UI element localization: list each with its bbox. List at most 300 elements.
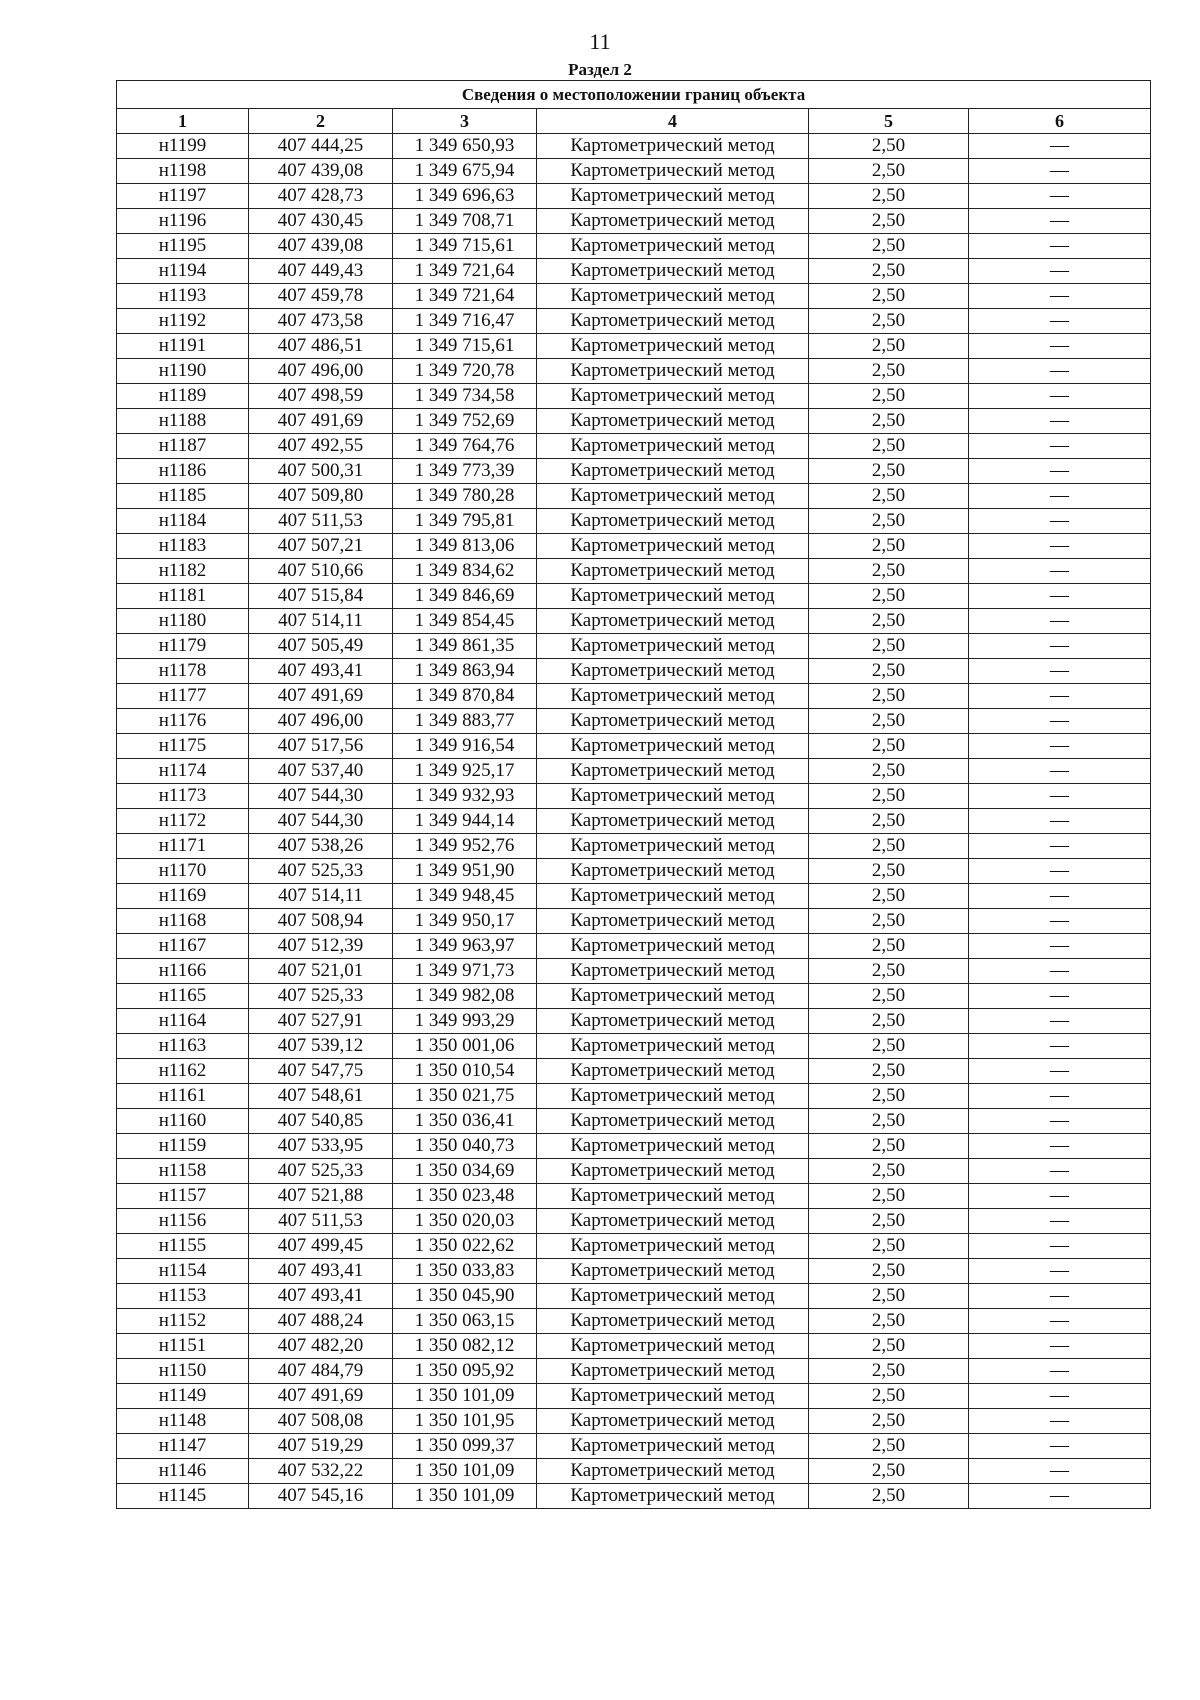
note-cell: — xyxy=(969,284,1151,309)
point-id-cell: н1177 xyxy=(117,684,249,709)
y-coordinate-cell: 1 349 870,84 xyxy=(393,684,537,709)
x-coordinate-cell: 407 514,11 xyxy=(249,884,393,909)
method-cell: Картометрический метод xyxy=(537,1109,809,1134)
note-cell: — xyxy=(969,684,1151,709)
accuracy-cell: 2,50 xyxy=(809,1259,969,1284)
point-id-cell: н1146 xyxy=(117,1459,249,1484)
table-row xyxy=(117,134,1151,159)
note-cell: — xyxy=(969,1484,1151,1509)
note-cell: — xyxy=(969,609,1151,634)
note-cell: — xyxy=(969,859,1151,884)
x-coordinate-cell: 407 544,30 xyxy=(249,809,393,834)
x-coordinate-cell: 407 491,69 xyxy=(249,409,393,434)
method-cell: Картометрический метод xyxy=(537,1184,809,1209)
table-row xyxy=(117,934,1151,959)
method-cell: Картометрический метод xyxy=(537,659,809,684)
accuracy-cell: 2,50 xyxy=(809,684,969,709)
accuracy-cell: 2,50 xyxy=(809,309,969,334)
y-coordinate-cell: 1 349 650,93 xyxy=(393,134,537,159)
method-cell: Картометрический метод xyxy=(537,534,809,559)
table-row xyxy=(117,334,1151,359)
point-id-cell: н1159 xyxy=(117,1134,249,1159)
x-coordinate-cell: 407 439,08 xyxy=(249,234,393,259)
point-id-cell: н1150 xyxy=(117,1359,249,1384)
method-cell: Картометрический метод xyxy=(537,384,809,409)
point-id-cell: н1158 xyxy=(117,1159,249,1184)
x-coordinate-cell: 407 517,56 xyxy=(249,734,393,759)
note-cell: — xyxy=(969,659,1151,684)
x-coordinate-cell: 407 505,49 xyxy=(249,634,393,659)
y-coordinate-cell: 1 349 708,71 xyxy=(393,209,537,234)
note-cell: — xyxy=(969,834,1151,859)
note-cell: — xyxy=(969,734,1151,759)
method-cell: Картометрический метод xyxy=(537,1359,809,1384)
table-row xyxy=(117,259,1151,284)
table-row xyxy=(117,284,1151,309)
accuracy-cell: 2,50 xyxy=(809,259,969,284)
y-coordinate-cell: 1 349 944,14 xyxy=(393,809,537,834)
note-cell: — xyxy=(969,959,1151,984)
method-cell: Картометрический метод xyxy=(537,709,809,734)
y-coordinate-cell: 1 349 721,64 xyxy=(393,259,537,284)
note-cell: — xyxy=(969,209,1151,234)
x-coordinate-cell: 407 548,61 xyxy=(249,1084,393,1109)
column-number: 6 xyxy=(969,109,1151,134)
accuracy-cell: 2,50 xyxy=(809,809,969,834)
accuracy-cell: 2,50 xyxy=(809,1284,969,1309)
table-row xyxy=(117,834,1151,859)
point-id-cell: н1199 xyxy=(117,134,249,159)
x-coordinate-cell: 407 539,12 xyxy=(249,1034,393,1059)
point-id-cell: н1168 xyxy=(117,909,249,934)
x-coordinate-cell: 407 519,29 xyxy=(249,1434,393,1459)
y-coordinate-cell: 1 350 095,92 xyxy=(393,1359,537,1384)
method-cell: Картометрический метод xyxy=(537,409,809,434)
accuracy-cell: 2,50 xyxy=(809,334,969,359)
accuracy-cell: 2,50 xyxy=(809,584,969,609)
note-cell: — xyxy=(969,559,1151,584)
y-coordinate-cell: 1 349 764,76 xyxy=(393,434,537,459)
table-row xyxy=(117,1234,1151,1259)
accuracy-cell: 2,50 xyxy=(809,1059,969,1084)
method-cell: Картометрический метод xyxy=(537,184,809,209)
note-cell: — xyxy=(969,884,1151,909)
point-id-cell: н1160 xyxy=(117,1109,249,1134)
accuracy-cell: 2,50 xyxy=(809,759,969,784)
section-title: Раздел 2 xyxy=(568,60,632,79)
y-coordinate-cell: 1 350 022,62 xyxy=(393,1234,537,1259)
point-id-cell: н1189 xyxy=(117,384,249,409)
x-coordinate-cell: 407 428,73 xyxy=(249,184,393,209)
point-id-cell: н1154 xyxy=(117,1259,249,1284)
note-cell: — xyxy=(969,1109,1151,1134)
x-coordinate-cell: 407 491,69 xyxy=(249,1384,393,1409)
table-row xyxy=(117,784,1151,809)
point-id-cell: н1175 xyxy=(117,734,249,759)
table-row xyxy=(117,709,1151,734)
note-cell: — xyxy=(969,1134,1151,1159)
y-coordinate-cell: 1 349 696,63 xyxy=(393,184,537,209)
y-coordinate-cell: 1 349 795,81 xyxy=(393,509,537,534)
y-coordinate-cell: 1 350 063,15 xyxy=(393,1309,537,1334)
note-cell: — xyxy=(969,1434,1151,1459)
note-cell: — xyxy=(969,909,1151,934)
table-row xyxy=(117,809,1151,834)
y-coordinate-cell: 1 349 952,76 xyxy=(393,834,537,859)
method-cell: Картометрический метод xyxy=(537,609,809,634)
x-coordinate-cell: 407 527,91 xyxy=(249,1009,393,1034)
table-row xyxy=(117,1084,1151,1109)
page-number: 11 xyxy=(589,29,611,54)
accuracy-cell: 2,50 xyxy=(809,659,969,684)
x-coordinate-cell: 407 545,16 xyxy=(249,1484,393,1509)
table-row xyxy=(117,1009,1151,1034)
point-id-cell: н1174 xyxy=(117,759,249,784)
note-cell: — xyxy=(969,334,1151,359)
y-coordinate-cell: 1 349 846,69 xyxy=(393,584,537,609)
method-cell: Картометрический метод xyxy=(537,1059,809,1084)
point-id-cell: н1169 xyxy=(117,884,249,909)
note-cell: — xyxy=(969,234,1151,259)
table-caption: Сведения о местоположении границ объекта xyxy=(117,81,1151,109)
note-cell: — xyxy=(969,1084,1151,1109)
method-cell: Картометрический метод xyxy=(537,334,809,359)
point-id-cell: н1161 xyxy=(117,1084,249,1109)
accuracy-cell: 2,50 xyxy=(809,709,969,734)
y-coordinate-cell: 1 349 752,69 xyxy=(393,409,537,434)
note-cell: — xyxy=(969,1159,1151,1184)
note-cell: — xyxy=(969,634,1151,659)
note-cell: — xyxy=(969,359,1151,384)
accuracy-cell: 2,50 xyxy=(809,1084,969,1109)
x-coordinate-cell: 407 500,31 xyxy=(249,459,393,484)
y-coordinate-cell: 1 349 993,29 xyxy=(393,1009,537,1034)
y-coordinate-cell: 1 349 854,45 xyxy=(393,609,537,634)
x-coordinate-cell: 407 493,41 xyxy=(249,659,393,684)
x-coordinate-cell: 407 486,51 xyxy=(249,334,393,359)
note-cell: — xyxy=(969,1284,1151,1309)
note-cell: — xyxy=(969,1009,1151,1034)
accuracy-cell: 2,50 xyxy=(809,1184,969,1209)
x-coordinate-cell: 407 493,41 xyxy=(249,1259,393,1284)
y-coordinate-cell: 1 349 861,35 xyxy=(393,634,537,659)
table-body xyxy=(117,134,1151,1509)
note-cell: — xyxy=(969,409,1151,434)
table-row xyxy=(117,1284,1151,1309)
accuracy-cell: 2,50 xyxy=(809,1109,969,1134)
x-coordinate-cell: 407 508,94 xyxy=(249,909,393,934)
table-row xyxy=(117,759,1151,784)
point-id-cell: н1147 xyxy=(117,1434,249,1459)
y-coordinate-cell: 1 349 780,28 xyxy=(393,484,537,509)
x-coordinate-cell: 407 492,55 xyxy=(249,434,393,459)
method-cell: Картометрический метод xyxy=(537,1134,809,1159)
point-id-cell: н1183 xyxy=(117,534,249,559)
table-row xyxy=(117,1059,1151,1084)
table-row xyxy=(117,384,1151,409)
y-coordinate-cell: 1 349 963,97 xyxy=(393,934,537,959)
table-row xyxy=(117,559,1151,584)
table-row xyxy=(117,1184,1151,1209)
x-coordinate-cell: 407 515,84 xyxy=(249,584,393,609)
point-id-cell: н1192 xyxy=(117,309,249,334)
x-coordinate-cell: 407 507,21 xyxy=(249,534,393,559)
x-coordinate-cell: 407 509,80 xyxy=(249,484,393,509)
table-row xyxy=(117,884,1151,909)
method-cell: Картометрический метод xyxy=(537,209,809,234)
accuracy-cell: 2,50 xyxy=(809,484,969,509)
point-id-cell: н1163 xyxy=(117,1034,249,1059)
accuracy-cell: 2,50 xyxy=(809,284,969,309)
method-cell: Картометрический метод xyxy=(537,1209,809,1234)
y-coordinate-cell: 1 350 010,54 xyxy=(393,1059,537,1084)
accuracy-cell: 2,50 xyxy=(809,409,969,434)
note-cell: — xyxy=(969,1359,1151,1384)
point-id-cell: н1176 xyxy=(117,709,249,734)
y-coordinate-cell: 1 350 101,09 xyxy=(393,1484,537,1509)
y-coordinate-cell: 1 349 925,17 xyxy=(393,759,537,784)
point-id-cell: н1155 xyxy=(117,1234,249,1259)
x-coordinate-cell: 407 510,66 xyxy=(249,559,393,584)
table-row xyxy=(117,1134,1151,1159)
note-cell: — xyxy=(969,159,1151,184)
point-id-cell: н1188 xyxy=(117,409,249,434)
method-cell: Картометрический метод xyxy=(537,1384,809,1409)
note-cell: — xyxy=(969,509,1151,534)
accuracy-cell: 2,50 xyxy=(809,1434,969,1459)
method-cell: Картометрический метод xyxy=(537,1309,809,1334)
x-coordinate-cell: 407 491,69 xyxy=(249,684,393,709)
note-cell: — xyxy=(969,309,1151,334)
table-row xyxy=(117,1484,1151,1509)
x-coordinate-cell: 407 521,01 xyxy=(249,959,393,984)
x-coordinate-cell: 407 514,11 xyxy=(249,609,393,634)
table-row xyxy=(117,909,1151,934)
x-coordinate-cell: 407 488,24 xyxy=(249,1309,393,1334)
y-coordinate-cell: 1 349 675,94 xyxy=(393,159,537,184)
accuracy-cell: 2,50 xyxy=(809,634,969,659)
point-id-cell: н1170 xyxy=(117,859,249,884)
y-coordinate-cell: 1 349 813,06 xyxy=(393,534,537,559)
x-coordinate-cell: 407 533,95 xyxy=(249,1134,393,1159)
accuracy-cell: 2,50 xyxy=(809,959,969,984)
table-row xyxy=(117,234,1151,259)
method-cell: Картометрический метод xyxy=(537,759,809,784)
y-coordinate-cell: 1 350 101,95 xyxy=(393,1409,537,1434)
table-caption-row xyxy=(117,81,1151,109)
note-cell: — xyxy=(969,484,1151,509)
method-cell: Картометрический метод xyxy=(537,684,809,709)
method-cell: Картометрический метод xyxy=(537,434,809,459)
method-cell: Картометрический метод xyxy=(537,784,809,809)
y-coordinate-cell: 1 350 020,03 xyxy=(393,1209,537,1234)
table-row xyxy=(117,434,1151,459)
accuracy-cell: 2,50 xyxy=(809,359,969,384)
note-cell: — xyxy=(969,759,1151,784)
method-cell: Картометрический метод xyxy=(537,884,809,909)
accuracy-cell: 2,50 xyxy=(809,1209,969,1234)
table-row xyxy=(117,409,1151,434)
accuracy-cell: 2,50 xyxy=(809,1384,969,1409)
x-coordinate-cell: 407 498,59 xyxy=(249,384,393,409)
y-coordinate-cell: 1 349 716,47 xyxy=(393,309,537,334)
accuracy-cell: 2,50 xyxy=(809,459,969,484)
x-coordinate-cell: 407 459,78 xyxy=(249,284,393,309)
accuracy-cell: 2,50 xyxy=(809,1234,969,1259)
point-id-cell: н1184 xyxy=(117,509,249,534)
table-row xyxy=(117,184,1151,209)
y-coordinate-cell: 1 350 101,09 xyxy=(393,1384,537,1409)
accuracy-cell: 2,50 xyxy=(809,1459,969,1484)
table-row xyxy=(117,1309,1151,1334)
table-row xyxy=(117,1259,1151,1284)
table-row xyxy=(117,684,1151,709)
table-row xyxy=(117,984,1151,1009)
x-coordinate-cell: 407 449,43 xyxy=(249,259,393,284)
y-coordinate-cell: 1 349 834,62 xyxy=(393,559,537,584)
point-id-cell: н1198 xyxy=(117,159,249,184)
accuracy-cell: 2,50 xyxy=(809,1334,969,1359)
x-coordinate-cell: 407 496,00 xyxy=(249,709,393,734)
method-cell: Картометрический метод xyxy=(537,959,809,984)
x-coordinate-cell: 407 444,25 xyxy=(249,134,393,159)
accuracy-cell: 2,50 xyxy=(809,734,969,759)
accuracy-cell: 2,50 xyxy=(809,384,969,409)
point-id-cell: н1151 xyxy=(117,1334,249,1359)
y-coordinate-cell: 1 350 001,06 xyxy=(393,1034,537,1059)
table-row xyxy=(117,584,1151,609)
point-id-cell: н1157 xyxy=(117,1184,249,1209)
accuracy-cell: 2,50 xyxy=(809,1034,969,1059)
accuracy-cell: 2,50 xyxy=(809,1009,969,1034)
method-cell: Картометрический метод xyxy=(537,1434,809,1459)
accuracy-cell: 2,50 xyxy=(809,884,969,909)
y-coordinate-cell: 1 349 721,64 xyxy=(393,284,537,309)
note-cell: — xyxy=(969,1209,1151,1234)
note-cell: — xyxy=(969,434,1151,459)
y-coordinate-cell: 1 350 099,37 xyxy=(393,1434,537,1459)
point-id-cell: н1153 xyxy=(117,1284,249,1309)
y-coordinate-cell: 1 349 951,90 xyxy=(393,859,537,884)
y-coordinate-cell: 1 349 883,77 xyxy=(393,709,537,734)
x-coordinate-cell: 407 496,00 xyxy=(249,359,393,384)
x-coordinate-cell: 407 525,33 xyxy=(249,984,393,1009)
note-cell: — xyxy=(969,1059,1151,1084)
point-id-cell: н1180 xyxy=(117,609,249,634)
column-number-row xyxy=(117,109,1151,134)
point-id-cell: н1178 xyxy=(117,659,249,684)
table-row xyxy=(117,309,1151,334)
y-coordinate-cell: 1 350 040,73 xyxy=(393,1134,537,1159)
table-row xyxy=(117,159,1151,184)
table-row xyxy=(117,534,1151,559)
note-cell: — xyxy=(969,584,1151,609)
y-coordinate-cell: 1 349 863,94 xyxy=(393,659,537,684)
note-cell: — xyxy=(969,784,1151,809)
table-row xyxy=(117,359,1151,384)
x-coordinate-cell: 407 532,22 xyxy=(249,1459,393,1484)
method-cell: Картометрический метод xyxy=(537,1334,809,1359)
accuracy-cell: 2,50 xyxy=(809,159,969,184)
table-row xyxy=(117,1334,1151,1359)
y-coordinate-cell: 1 349 932,93 xyxy=(393,784,537,809)
y-coordinate-cell: 1 349 950,17 xyxy=(393,909,537,934)
method-cell: Картометрический метод xyxy=(537,134,809,159)
x-coordinate-cell: 407 439,08 xyxy=(249,159,393,184)
method-cell: Картометрический метод xyxy=(537,734,809,759)
method-cell: Картометрический метод xyxy=(537,1159,809,1184)
x-coordinate-cell: 407 544,30 xyxy=(249,784,393,809)
column-number: 5 xyxy=(809,109,969,134)
method-cell: Картометрический метод xyxy=(537,259,809,284)
y-coordinate-cell: 1 349 916,54 xyxy=(393,734,537,759)
table-row xyxy=(117,1209,1151,1234)
note-cell: — xyxy=(969,809,1151,834)
accuracy-cell: 2,50 xyxy=(809,1359,969,1384)
point-id-cell: н1149 xyxy=(117,1384,249,1409)
note-cell: — xyxy=(969,934,1151,959)
method-cell: Картометрический метод xyxy=(537,984,809,1009)
point-id-cell: н1194 xyxy=(117,259,249,284)
column-number: 4 xyxy=(537,109,809,134)
point-id-cell: н1195 xyxy=(117,234,249,259)
method-cell: Картометрический метод xyxy=(537,359,809,384)
column-number: 1 xyxy=(117,109,249,134)
point-id-cell: н1190 xyxy=(117,359,249,384)
x-coordinate-cell: 407 540,85 xyxy=(249,1109,393,1134)
y-coordinate-cell: 1 349 720,78 xyxy=(393,359,537,384)
note-cell: — xyxy=(969,1034,1151,1059)
x-coordinate-cell: 407 493,41 xyxy=(249,1284,393,1309)
note-cell: — xyxy=(969,1459,1151,1484)
x-coordinate-cell: 407 512,39 xyxy=(249,934,393,959)
note-cell: — xyxy=(969,1234,1151,1259)
method-cell: Картометрический метод xyxy=(537,909,809,934)
note-cell: — xyxy=(969,1184,1151,1209)
point-id-cell: н1167 xyxy=(117,934,249,959)
note-cell: — xyxy=(969,134,1151,159)
table-row xyxy=(117,509,1151,534)
table-row xyxy=(117,959,1151,984)
y-coordinate-cell: 1 349 715,61 xyxy=(393,234,537,259)
point-id-cell: н1181 xyxy=(117,584,249,609)
y-coordinate-cell: 1 350 023,48 xyxy=(393,1184,537,1209)
accuracy-cell: 2,50 xyxy=(809,984,969,1009)
y-coordinate-cell: 1 349 773,39 xyxy=(393,459,537,484)
y-coordinate-cell: 1 350 034,69 xyxy=(393,1159,537,1184)
y-coordinate-cell: 1 350 036,41 xyxy=(393,1109,537,1134)
point-id-cell: н1191 xyxy=(117,334,249,359)
method-cell: Картометрический метод xyxy=(537,1484,809,1509)
table-row xyxy=(117,1384,1151,1409)
note-cell: — xyxy=(969,384,1151,409)
x-coordinate-cell: 407 547,75 xyxy=(249,1059,393,1084)
method-cell: Картометрический метод xyxy=(537,859,809,884)
table-row xyxy=(117,1409,1151,1434)
method-cell: Картометрический метод xyxy=(537,834,809,859)
point-id-cell: н1162 xyxy=(117,1059,249,1084)
x-coordinate-cell: 407 430,45 xyxy=(249,209,393,234)
table-row xyxy=(117,634,1151,659)
x-coordinate-cell: 407 521,88 xyxy=(249,1184,393,1209)
table-row xyxy=(117,484,1151,509)
y-coordinate-cell: 1 350 082,12 xyxy=(393,1334,537,1359)
y-coordinate-cell: 1 349 715,61 xyxy=(393,334,537,359)
note-cell: — xyxy=(969,259,1151,284)
y-coordinate-cell: 1 349 971,73 xyxy=(393,959,537,984)
note-cell: — xyxy=(969,459,1151,484)
x-coordinate-cell: 407 511,53 xyxy=(249,1209,393,1234)
